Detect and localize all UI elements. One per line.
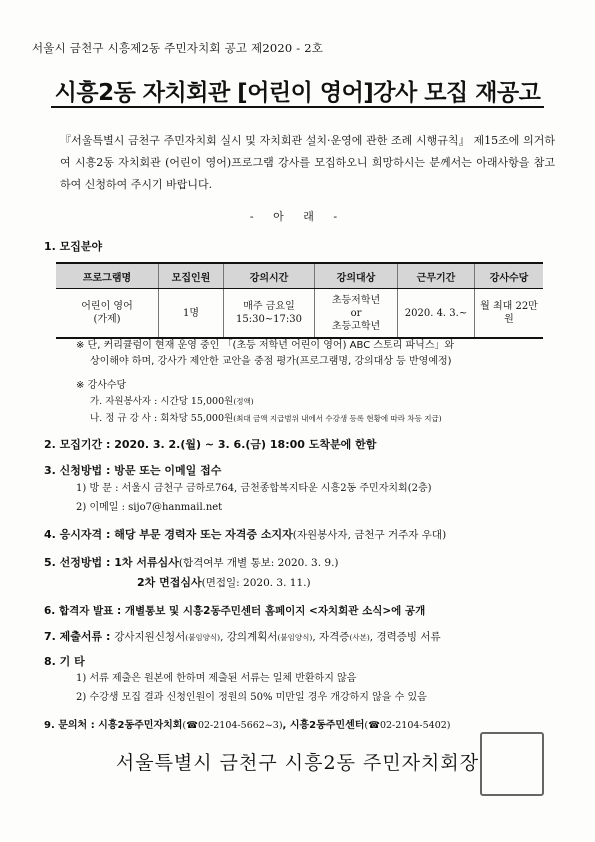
below-marker: - 아 래 - bbox=[249, 210, 346, 223]
doc-license-small: (사본) bbox=[349, 633, 370, 642]
contact-phone1: (☎02-2104-5662~3) bbox=[182, 720, 283, 731]
cell-program bbox=[56, 289, 159, 339]
cell-pay: 월 최대 22만원 bbox=[475, 289, 544, 339]
section9-heading bbox=[44, 716, 451, 731]
cell-time bbox=[224, 289, 315, 339]
col-program: 프로그램명 bbox=[56, 263, 159, 289]
col-pay: 강사수당 bbox=[475, 263, 544, 289]
section4-heading bbox=[44, 526, 446, 542]
issuer-signature: 서울특별시 금천구 시흥2동 주민자치회장 bbox=[115, 752, 480, 774]
pay-regular bbox=[90, 410, 560, 427]
program-line1: 어린이 영어 bbox=[81, 301, 133, 312]
section3-visit: 1) 방 문 : 서울시 금천구 금하로764, 금천종합복지타운 시흥2동 주민자치회(2층) bbox=[76, 483, 432, 494]
doc-license: , 자격증 bbox=[312, 631, 350, 643]
section2-heading: 2. 모집기간 : 2020. 3. 2.(월) ~ 3. 6.(금) 18:00 도착분에 한함 bbox=[44, 438, 377, 451]
section6-heading: 6. 합격자 발표 : 개별통보 및 시흥2동주민센터 홈페이지 <자치회관 소식>에 공개 bbox=[44, 605, 426, 617]
section5-plain2: (면접일: 2020. 3. 11.) bbox=[201, 577, 311, 589]
section8-line2: 2) 수강생 모집 결과 신청인원이 정원의 50% 미만일 경우 개강하지 않을 수 있음 bbox=[76, 692, 427, 703]
pay-volunteer-small: (정액) bbox=[233, 397, 254, 406]
official-seal-stamp bbox=[480, 732, 544, 796]
time-line2: 15:30~17:30 bbox=[235, 314, 302, 325]
section1-heading: 1. 모집분야 bbox=[44, 240, 103, 253]
doc-application-small: (붙임양식) bbox=[185, 633, 221, 642]
section4-plain: (자원봉사자, 금천구 거주자 우대) bbox=[292, 529, 447, 541]
section3-email: 2) 이메일 : sijo7@hanmail.net bbox=[76, 502, 223, 513]
section7-heading bbox=[44, 628, 441, 644]
doc-career: , 경력증빙 서류 bbox=[369, 631, 441, 643]
section4-title: 4. 응시자격 : 해당 부문 경력자 또는 자격증 소지자 bbox=[44, 528, 293, 541]
target-line3: 초등고학년 bbox=[331, 320, 381, 332]
notice-number: 서울시 금천구 시흥제2동 주민자치회 공고 제2020 - 2호 bbox=[32, 41, 324, 55]
pay-note-heading: ※ 강사수당 bbox=[76, 380, 127, 391]
doc-plan-small: (붙임양식) bbox=[277, 633, 313, 642]
section9-title: 9. 문의처 : 시흥2동주민자치회 bbox=[44, 720, 183, 731]
cell-target bbox=[315, 289, 398, 339]
pay-volunteer-label: 가. 자원봉사자 : 시간당 15,000원 bbox=[90, 396, 234, 407]
section9-mid: , 시흥2동주민센터 bbox=[282, 720, 365, 731]
note1-line1: ※ 단, 커리큘럼이 현재 운영 중인 「(초등 저학년 어린이 영어) ABC 스토리 파닉스」와 bbox=[76, 340, 455, 351]
pay-details bbox=[90, 393, 560, 427]
section8-line1: 1) 서류 제출은 원본에 한하며 제출된 서류는 일체 반환하지 않음 bbox=[76, 673, 357, 684]
section5-second bbox=[137, 574, 311, 590]
col-period: 근무기간 bbox=[398, 263, 475, 289]
target-line2: or bbox=[350, 307, 362, 319]
time-line1: 매주 금요일 bbox=[243, 301, 295, 312]
table-header-row bbox=[56, 263, 543, 289]
pay-regular-small: (최대 금액 지급범위 내에서 수강생 등록 현황에 따라 차등 지급) bbox=[233, 414, 442, 423]
section5-second-title: 2차 면접심사 bbox=[137, 576, 202, 589]
program-line2: (가제) bbox=[93, 314, 121, 325]
intro-paragraph: 『서울특별시 금천구 주민자치회 실시 및 자치회관 설치·운영에 관한 조례 시행규칙』 제15조에 의거하여 시흥2동 자치회관 (어린이 영어)프로그램 강사를 모집하오니 희망하시는 분께서는 아래사항을 참고하여 신청하여 주시기 바랍니다. bbox=[60, 134, 555, 191]
doc-plan: , 강의계획서 bbox=[220, 631, 278, 643]
contact-phone2: (☎02-2104-5402) bbox=[364, 720, 451, 731]
section3-heading: 3. 신청방법 : 방문 또는 이메일 접수 bbox=[44, 464, 222, 477]
section7-title: 7. 제출서류 : bbox=[44, 630, 111, 643]
target-line1: 초등저학년 bbox=[331, 294, 381, 306]
title-text: 시흥2동 자치회관 [어린이 영어]강사 모집 재공고 bbox=[51, 80, 545, 108]
col-count: 모집인원 bbox=[159, 263, 224, 289]
section7-items bbox=[114, 631, 440, 643]
section5-plain1: (합격여부 개별 통보: 2020. 3. 9.) bbox=[178, 557, 339, 569]
cell-period: 2020. 4. 3.~ bbox=[398, 289, 475, 339]
pay-regular-label: 나. 정 규 강 사 : 회차당 55,000원 bbox=[90, 413, 234, 424]
cell-count: 1명 bbox=[159, 289, 224, 339]
pay-volunteer bbox=[90, 393, 560, 410]
note1-line2: 상이해야 하며, 강사가 제안한 교안을 중점 평가(프로그램명, 강의대상 등 반영예정) bbox=[90, 356, 452, 367]
section5-heading bbox=[44, 554, 339, 570]
section5-title: 5. 선정방법 : 1차 서류심사 bbox=[44, 556, 179, 569]
table-row bbox=[56, 289, 543, 339]
section8-heading: 8. 기 타 bbox=[44, 655, 85, 668]
curriculum-note bbox=[76, 338, 546, 370]
page-title bbox=[0, 78, 595, 108]
col-time: 강의시간 bbox=[224, 263, 315, 289]
col-target: 강의대상 bbox=[315, 263, 398, 289]
recruit-table bbox=[56, 262, 543, 339]
doc-application: 강사지원신청서 bbox=[114, 631, 186, 643]
